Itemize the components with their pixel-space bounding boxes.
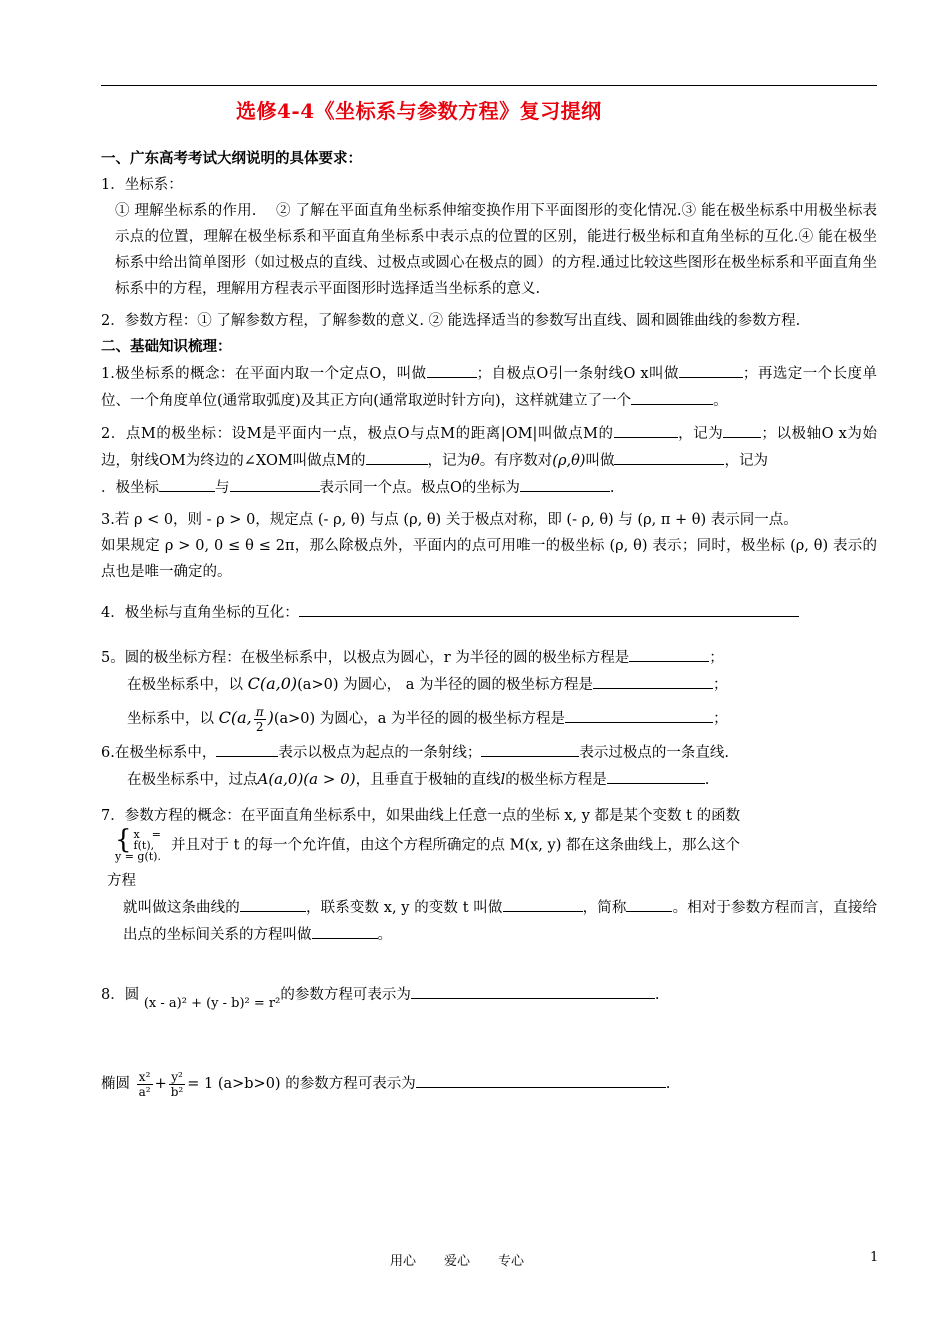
item1-label: 1．坐标系： [101,177,183,193]
text: 。 [377,927,392,943]
math-eq-one: = 1 [187,1076,214,1092]
numerator: y² [169,1070,186,1085]
sys-eq-2: y = g(t). [115,850,161,863]
text: 的参数方程可表示为 [280,987,411,1003]
denominator: a² [138,1084,151,1099]
text: 。相对于参数方程而言，直接给出点的坐标间关系的方程叫做 [123,900,878,943]
text: 在极坐标系中，过点 [127,772,258,788]
text: (a>0) 为圆心，a 为半径的圆的极坐标方程是 [273,711,566,727]
fill-blank[interactable] [593,671,713,689]
text: 6.在极坐标系中， [101,745,217,761]
fill-blank[interactable] [299,599,799,617]
fraction-pi-over-2 [254,705,266,734]
header-rule [101,85,877,86]
text: ；以极轴O x为始边，射线OM为终边的∠XOM叫做点M的 [101,426,877,469]
para-5c [101,698,877,739]
fill-blank[interactable] [520,474,610,492]
para-6a [101,739,877,766]
text: 8．圆 [101,987,140,1003]
math-center: C(a,0) [247,674,298,693]
para-7b [101,825,877,863]
fill-blank[interactable] [629,644,709,662]
text: (a>0) 为圆心， a 为半径的圆的极坐标方程是 [297,677,593,693]
math-circle-eq: (x - a)² + (y - b)² = r² [143,996,281,1011]
math-l: l [500,772,506,788]
text: 1.极坐标系的概念：在平面内取一个定点O，叫做 [101,366,427,382]
equation-system: { x = f(t), y = g(t). [115,825,161,863]
math-om: |OM| [500,426,538,442]
numerator: π [255,704,264,719]
text: . [704,772,710,788]
fill-blank[interactable] [679,360,743,378]
text: 4．极坐标与直角坐标的互化： [101,605,299,621]
text: 与 [215,480,230,496]
para-7d [101,894,877,948]
page-title: 选修4-4《坐标系与参数方程》复习提纲 [236,99,602,123]
para-5b [101,671,877,698]
text: ．极坐标 [101,480,159,496]
math-center: C(a, [218,708,252,727]
fill-blank[interactable] [230,474,320,492]
text: ，记为 [724,453,768,469]
text: ，记为 [677,426,724,442]
fill-blank[interactable] [481,739,579,757]
text: ，简称 [582,900,627,916]
item2-text: 2．参数方程：① 了解参数方程，了解参数的意义. ② 能选择适当的参数写出直线、圆和圆锥曲线的参数方程. [101,313,801,329]
section1-heading: 一、广东高考考试大纲说明的具体要求： [101,150,362,167]
math-point: A(a,0)(a > 0) [257,770,356,788]
text: ，且垂直于极轴的直线 [355,772,501,788]
fraction-y2-b2 [169,1070,186,1099]
fill-blank[interactable] [416,1070,666,1088]
sys-eq-1: x = f(t), [133,828,161,852]
text: . [654,987,660,1003]
para-7c: 方程 [107,873,136,889]
text: 2．点M的极坐标：设M是平面内一点，极点O与点M的距离 [101,426,501,442]
fill-blank[interactable] [216,739,278,757]
fraction-x2-a2 [137,1070,153,1099]
fill-blank[interactable] [366,447,428,465]
fill-blank[interactable] [626,894,672,912]
text: 表示同一个点。极点O的坐标为 [319,480,520,496]
math-center: ) [267,708,274,727]
denominator: 2 [255,719,264,734]
para-3-line2: 如果规定 ρ > 0, 0 ≤ θ ≤ 2π，那么除极点外，平面内的点可用唯一的极坐标 (ρ, θ) 表示；同时，极坐标 (ρ, θ) 表示的点也是唯一确定的。 [101,538,877,580]
text: (a>b>0) 的参数方程可表示为 [217,1076,416,1092]
text: 。 [713,393,728,409]
text: 叫做点M的 [537,426,614,442]
text: 的极坐标方程是 [505,772,607,788]
text: ； [712,677,728,693]
footer-word: 专心 [498,1254,525,1269]
para-6b [101,766,877,793]
fill-blank[interactable] [427,360,477,378]
math-pair: (ρ,θ) [552,453,586,469]
para-1 [101,360,877,414]
fill-blank[interactable] [614,420,678,438]
text: ，联系变数 x, y 的变数 t 叫做 [305,900,503,916]
para-7a: 7．参数方程的概念：在平面直角坐标系中，如果曲线上任意一点的坐标 x, y 都是某个变数 t 的函数 [101,808,741,824]
text: 坐标系中，以 [127,711,214,727]
text: . [665,1076,671,1092]
fill-blank[interactable] [503,894,583,912]
item1-text: ① 理解坐标系的作用. ② 了解在平面直角坐标系伸缩变换作用下平面图形的变化情况.③ 能在极坐标系中用极坐标表示点的位置，理解在极坐标系和平面直角坐标系中表示点的位置的区别，能进行极坐标和直角坐标的互化.④ 能在极坐标系中给出简单图形（如过极点的直线、过极点或圆心在极点的圆）的方程.通过比较这些图形在极坐标系和平面直角坐标系中的方程，理解用方程表示平面图形时选择适当坐标系的意义. [115,203,877,297]
text: . [609,480,615,496]
text: 就叫做这条曲线的 [123,900,240,916]
text: 表示以极点为起点的一条射线； [278,745,482,761]
footer-motto [390,1250,552,1269]
section2-heading: 二、基础知识梳理： [101,338,232,355]
text: 。有序数对 [479,453,553,469]
text: 叫做 [585,453,615,469]
math-theta: θ [471,453,480,469]
fill-blank[interactable] [614,447,724,465]
text: 表示过极点的一条直线. [579,745,729,761]
document-body [101,146,877,1107]
text: ；自极点O引一条射线O x叫做 [476,366,679,382]
para-5a [101,644,877,671]
para-9: 椭圆 $\frac{\text{x²}}{\text{a²}}$ + $\frac{\text{y²}}{\text{b²}}$ = 1 (a>b>0) 的参数方程可表示为 . [101,1069,671,1099]
fill-blank[interactable] [411,981,655,999]
text: 椭圆 [101,1076,130,1092]
numerator: x² [137,1070,153,1085]
fill-blank[interactable] [631,387,713,405]
fill-blank[interactable] [240,894,306,912]
footer-word: 爱心 [444,1254,471,1269]
text: 在极坐标系中，以 [127,677,243,693]
fill-blank[interactable] [159,474,215,492]
fill-blank[interactable] [607,766,705,784]
text: 5。圆的极坐标方程：在极坐标系中，以极点为圆心，r 为半径的圆的极坐标方程是 [101,650,630,666]
text: ； [713,711,728,727]
text: ； [709,650,724,666]
footer-word: 用心 [390,1254,417,1269]
text: ；再选定一个长度单位、一个角度单位(通常取弧度)及其正方向(通常取逆时针方向)，这样就建立了一个 [101,366,878,409]
text: 并且对于 t 的每一个允许值，由这个方程所确定的点 M(x, y) 都在这条曲线上，那么这个 [170,837,740,854]
para-3-line1: 3.若 ρ < 0，则 - ρ > 0，规定点 (- ρ, θ) 与点 (ρ, θ) 关于极点对称，即 (- ρ, θ) 与 (ρ, π + θ) 表示同一点。 [101,512,798,528]
para-8 [101,978,877,1021]
denominator: b² [170,1084,184,1099]
page-number: 1 [870,1250,879,1265]
fill-blank[interactable] [723,420,761,438]
para-2 [101,420,877,501]
para-4 [101,599,877,626]
text: ，记为 [427,453,472,469]
fill-blank[interactable] [312,921,378,939]
fill-blank[interactable] [565,705,713,723]
